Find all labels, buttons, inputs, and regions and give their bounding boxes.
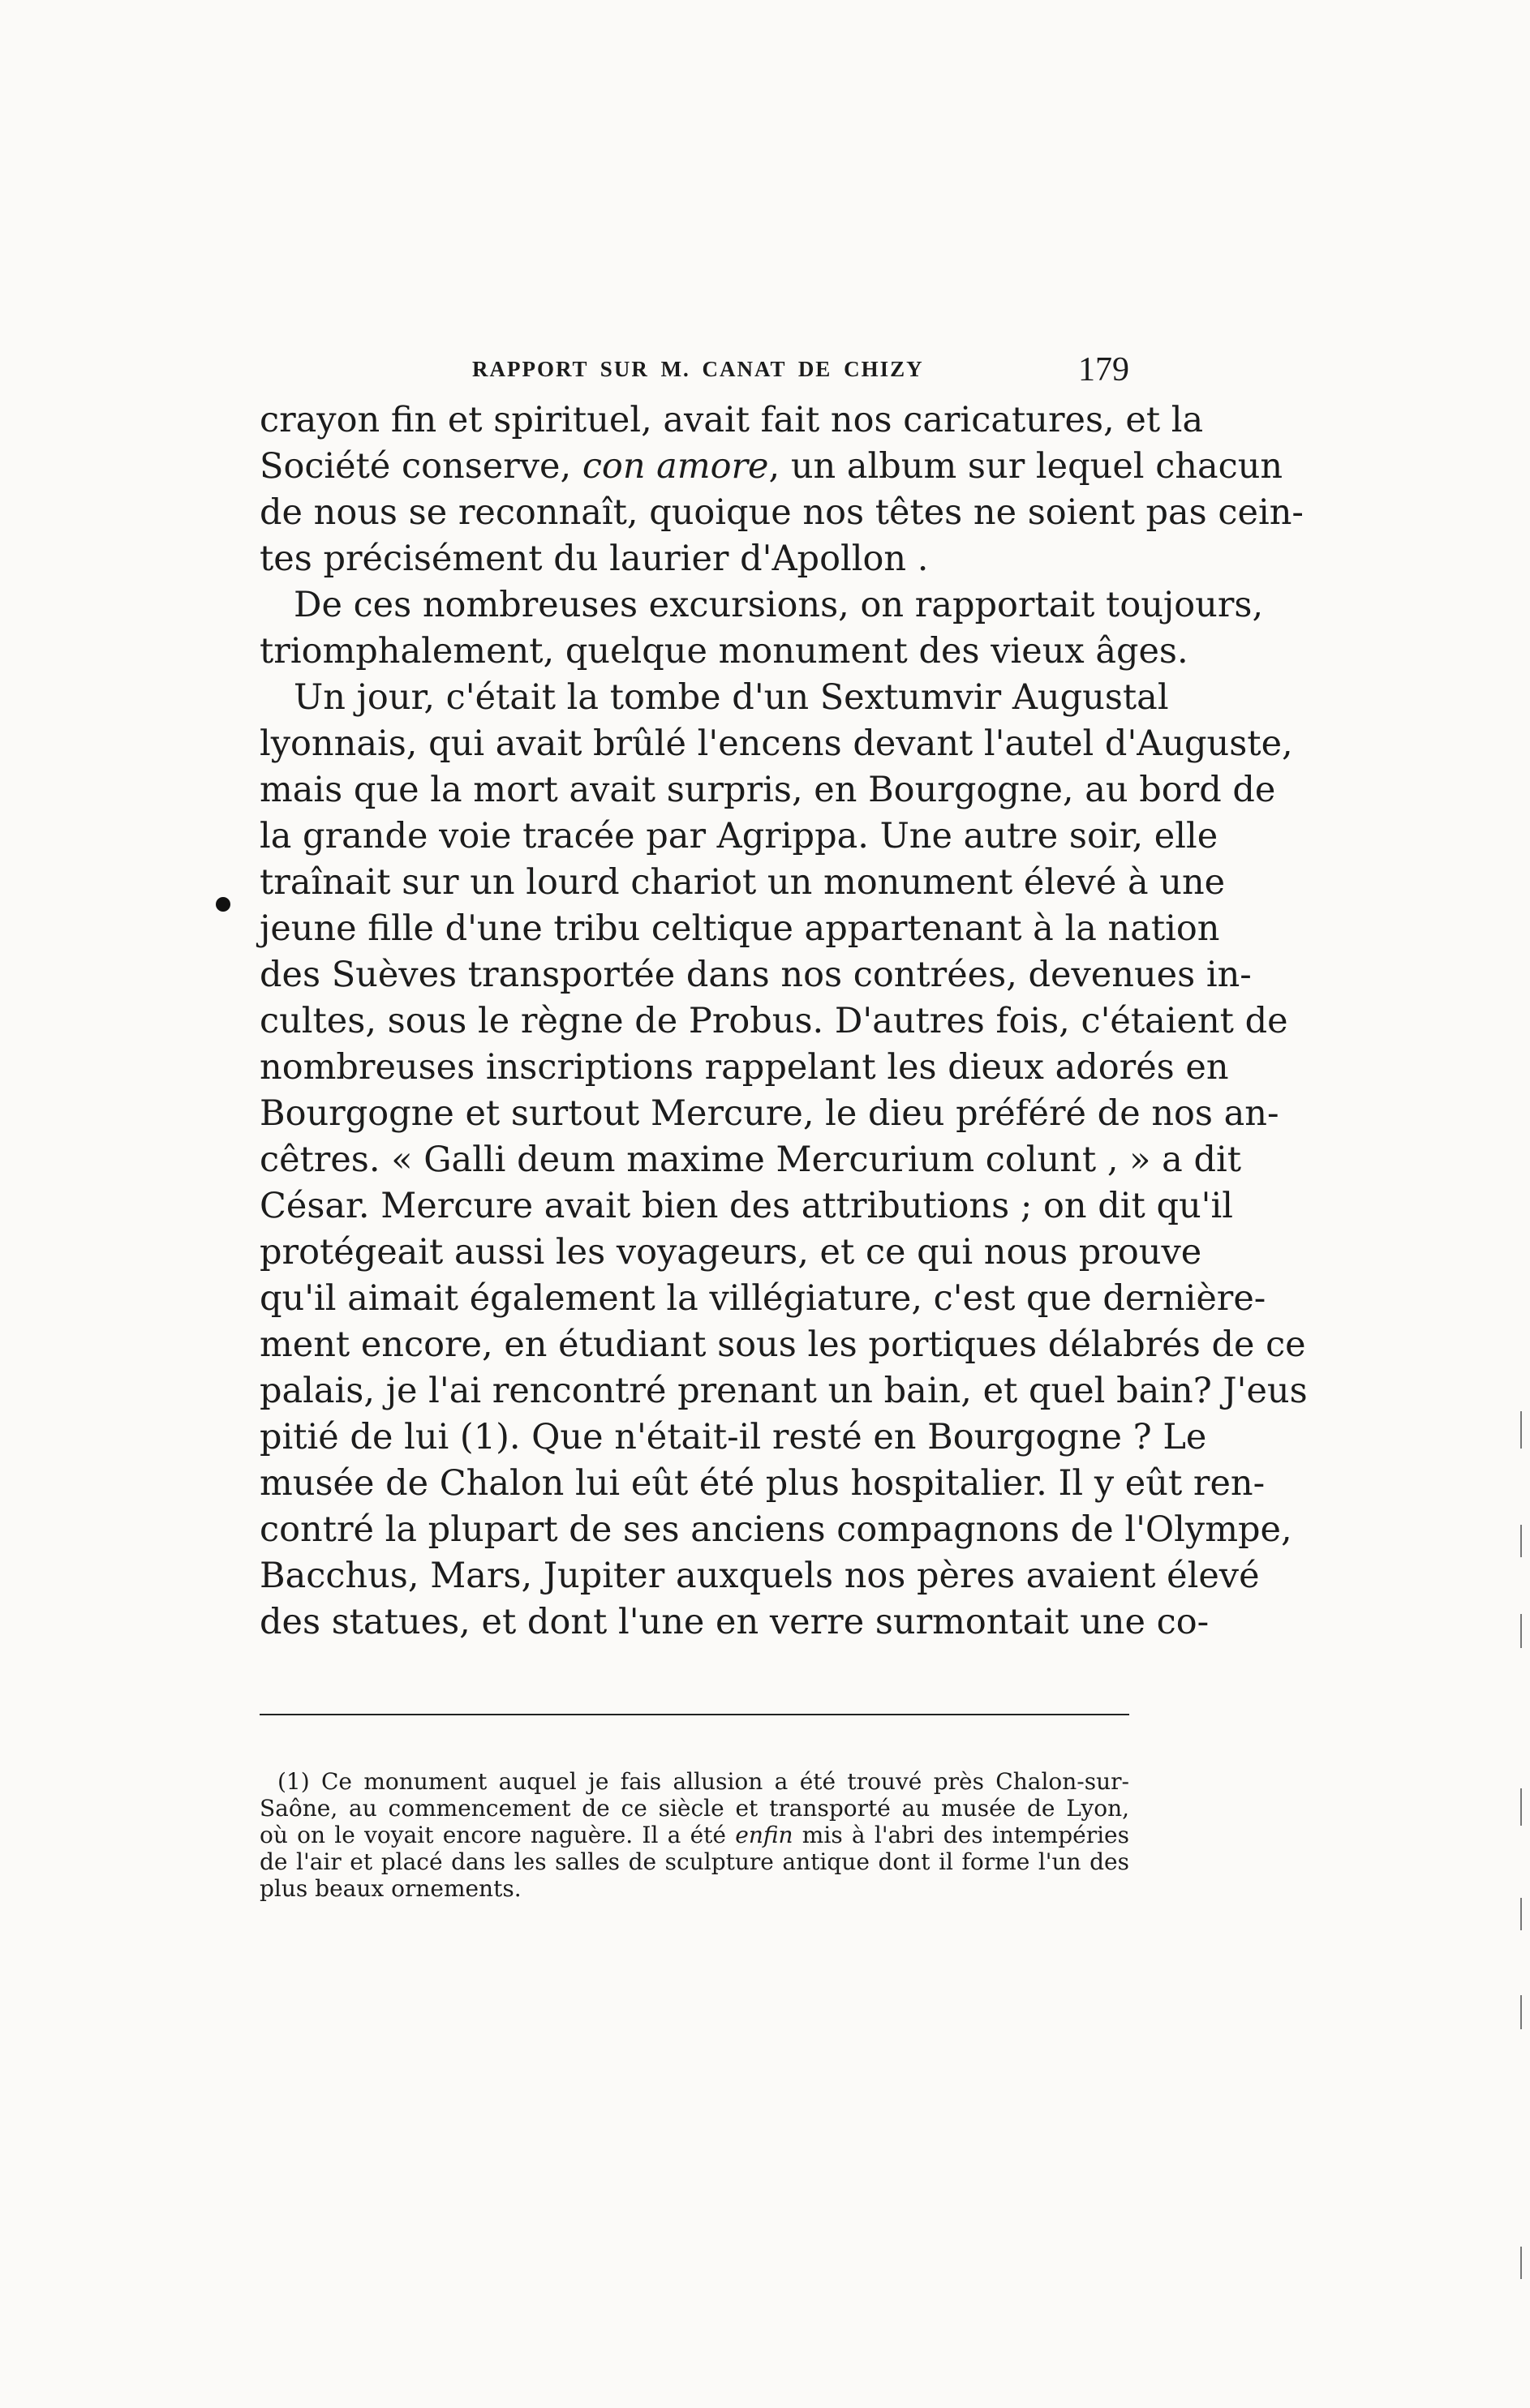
text-line: musée de Chalon lui eût été plus hospitalier. Il y eût ren- (260, 1463, 1266, 1504)
footnote-line: de l'air et placé dans les salles de sculpture antique dont il forme l'un des (260, 1848, 1129, 1875)
page-header (472, 350, 1129, 399)
text-line: nombreuses inscriptions rappelant les dieux adorés en (260, 1047, 1229, 1088)
text-segment: Société conserve, (260, 446, 582, 487)
ink-spot-mark (216, 897, 230, 912)
text-line: de nous se reconnaît, quoique nos têtes ne soient pas cein- (260, 492, 1304, 533)
margin-scan-mark (1520, 1788, 1522, 1826)
text-line: Un jour, c'était la tombe d'un Sextumvir Augustal (294, 677, 1169, 718)
text-line: traînait sur un lourd chariot un monument élevé à une (260, 862, 1226, 903)
text-segment: , un album sur lequel chacun (768, 446, 1283, 487)
text-line: mais que la mort avait surpris, en Bourgogne, au bord de (260, 770, 1276, 810)
text-line: cultes, sous le règne de Probus. D'autres fois, c'étaient de (260, 1001, 1288, 1041)
text-line: contré la plupart de ses anciens compagnons de l'Olympe, (260, 1509, 1292, 1550)
text-line: cêtres. « Galli deum maxime Mercurium colunt , » a dit (260, 1140, 1242, 1180)
text-line: De ces nombreuses excursions, on rapportait toujours, (294, 585, 1264, 625)
footnote-segment: où on le voyait encore naguère. Il a été (260, 1822, 736, 1848)
text-line: des Suèves transportée dans nos contrées, devenues in- (260, 955, 1252, 995)
footnote-divider (260, 1714, 1129, 1715)
margin-scan-mark (1520, 1525, 1522, 1557)
text-line: la grande voie tracée par Agrippa. Une autre soir, elle (260, 816, 1218, 856)
text-line: pitié de lui (1). Que n'était-il resté en Bourgogne ? Le (260, 1417, 1207, 1457)
text-line: palais, je l'ai rencontré prenant un bain, et quel bain? J'eus (260, 1371, 1308, 1411)
text-line: César. Mercure avait bien des attributions ; on dit qu'il (260, 1186, 1234, 1226)
footnote-line: plus beaux ornements. (260, 1875, 522, 1902)
running-head: RAPPORT SUR M. CANAT DE CHIZY (472, 357, 924, 381)
text-line: ment encore, en étudiant sous les portiques délabrés de ce (260, 1324, 1306, 1365)
text-line: protégeait aussi les voyageurs, et ce qui nous prouve (260, 1232, 1202, 1273)
text-line: Bacchus, Mars, Jupiter auxquels nos pères avaient élevé (260, 1556, 1260, 1596)
text-line: triomphalement, quelque monument des vieux âges. (260, 631, 1188, 672)
text-line: qu'il aimait également la villégiature, c'est que dernière- (260, 1278, 1266, 1319)
text-line: lyonnais, qui avait brûlé l'encens devant l'autel d'Auguste, (260, 723, 1293, 764)
text-line: jeune fille d'une tribu celtique appartenant à la nation (260, 908, 1220, 949)
footnote-line: (1) Ce monument auquel je fais allusion a été trouvé près Chalon-sur- (277, 1768, 1129, 1795)
margin-scan-mark (1520, 1411, 1522, 1449)
margin-scan-mark (1520, 1898, 1522, 1930)
page-number: 179 (1078, 351, 1129, 388)
text-line: tes précisément du laurier d'Apollon . (260, 539, 929, 579)
main-text (260, 397, 1308, 1646)
text-line: des statues, et dont l'une en verre surmontait une co- (260, 1602, 1210, 1642)
italic-phrase: con amore (582, 446, 769, 487)
margin-scan-mark (1520, 2247, 1522, 2279)
italic-word: enfin (735, 1822, 793, 1848)
footnote-line (260, 1822, 1129, 1848)
footnote-block (260, 1768, 1129, 1902)
text-line: crayon fin et spirituel, avait fait nos caricatures, et la (260, 400, 1204, 440)
text-line (260, 444, 1283, 490)
margin-scan-mark (1520, 1995, 1522, 2029)
footnote-segment: mis à l'abri des intempéries (793, 1822, 1129, 1848)
text-line: Bourgogne et surtout Mercure, le dieu préféré de nos an- (260, 1093, 1279, 1134)
footnote-line: Saône, au commencement de ce siècle et transporté au musée de Lyon, (260, 1795, 1129, 1822)
margin-scan-mark (1520, 1614, 1522, 1648)
